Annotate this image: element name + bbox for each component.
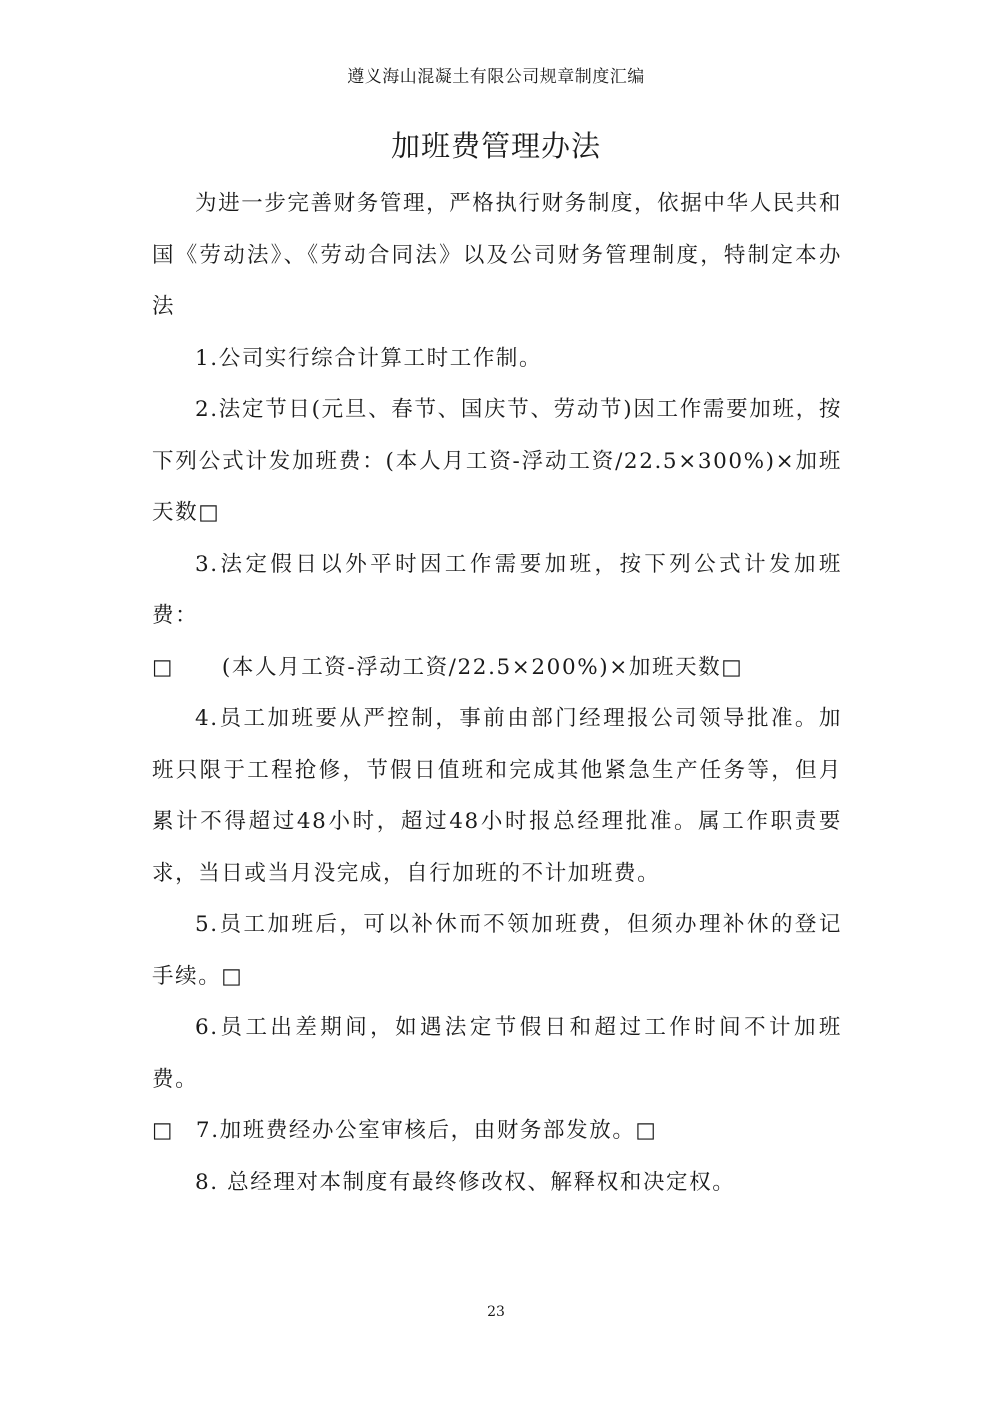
clause-2: 2.法定节日(元旦、春节、国庆节、劳动节)因工作需要加班，按下列公式计发加班费：(本人月工资-浮动工资/22.5×300%)×加班天数□ <box>152 397 842 525</box>
page-header: 遵义海山混凝土有限公司规章制度汇编 <box>347 67 645 87</box>
checkbox-placeholder: □ <box>152 654 174 680</box>
checkbox-placeholder: □ <box>152 1118 174 1143</box>
clause-5: 5.员工加班后，可以补休而不领加班费，但须办理补休的登记手续。□ <box>152 912 842 989</box>
intro-paragraph: 为进一步完善财务管理，严格执行财务制度，依据中华人民共和国《劳动法》、《劳动合同法》以及公司财务管理制度，特制定本办法 <box>152 191 842 319</box>
page-number: 23 <box>487 1304 505 1320</box>
clause-6: 6.员工出差期间，如遇法定节假日和超过工作时间不计加班费。 <box>152 1015 842 1092</box>
clause-4: 4.员工加班要从严控制，事前由部门经理报公司领导批准。加班只限于工程抢修，节假日值班和完成其他紧急生产任务等，但月累计不得超过48小时，超过48小时报总经理批准。属工作职责要求，当日或当月没完成，自行加班的不计加班费。 <box>152 706 842 886</box>
clause-7 <box>152 1105 842 1157</box>
clause-3-formula-text: (本人月工资-浮动工资/22.5×200%)×加班天数□ <box>221 654 744 680</box>
clause-3-formula <box>152 642 842 694</box>
clause-3: 3.法定假日以外平时因工作需要加班，按下列公式计发加班费： <box>152 551 842 628</box>
clause-8: 8. 总经理对本制度有最终修改权、解释权和决定权。 <box>195 1169 736 1195</box>
clause-7-text: 7.加班费经办公室审核后，由财务部发放。□ <box>195 1118 658 1143</box>
document-title: 加班费管理办法 <box>390 129 601 163</box>
clause-1: 1.公司实行综合计算工时工作制。 <box>195 345 543 371</box>
document-body <box>152 178 842 1208</box>
